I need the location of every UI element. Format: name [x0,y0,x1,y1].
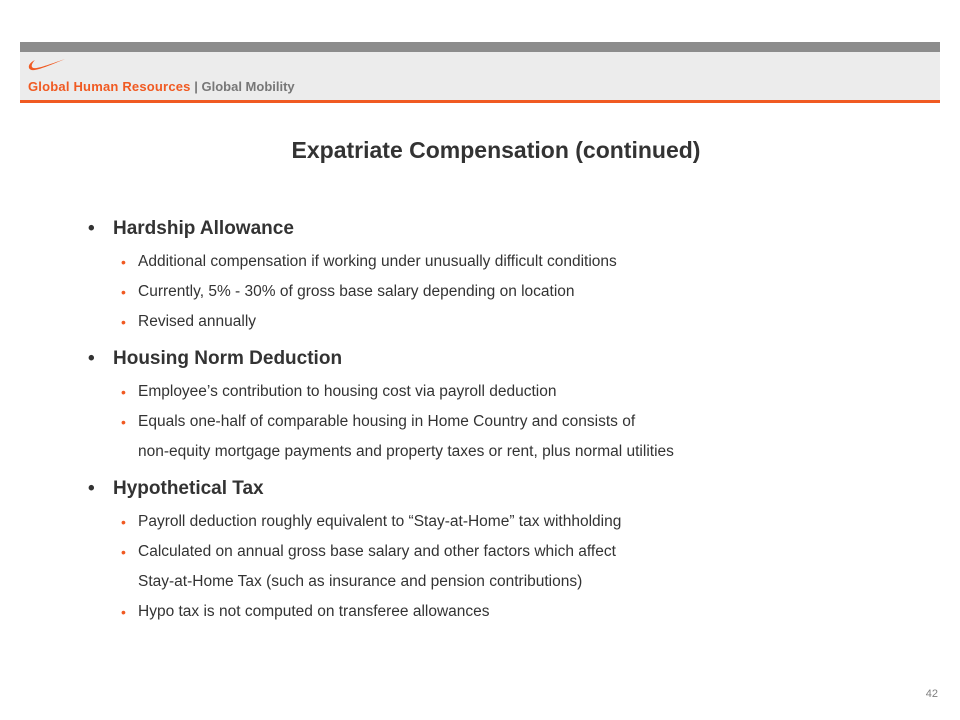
sub-bullet-text [138,307,256,337]
sub-bullet-line: Equals one-half of comparable housing in Home Country and consists of [138,413,636,430]
sub-bullet-line: Hypo tax is not computed on transferee allowances [138,603,490,620]
section-heading [88,345,908,373]
section-heading-text: Hardship Allowance [113,218,294,239]
sub-bullet-list [88,507,908,627]
section-heading-text: Hypothetical Tax [113,478,264,499]
slide-title: Expatriate Compensation (continued) [291,137,701,163]
sub-bullet-item [88,537,908,597]
org-name: Global Human Resources [28,79,191,94]
swoosh-logo-icon [28,56,66,72]
sub-bullet-item [88,377,908,407]
sub-bullet-item [88,407,908,467]
sub-bullet-item [88,597,908,627]
bullet-section [88,215,908,337]
sub-bullet-item [88,247,908,277]
header-accent-rule [20,100,940,103]
sub-bullet-text [138,247,617,277]
sub-bullet-icon: • [121,384,126,400]
sub-bullet-line: Stay-at-Home Tax (such as insurance and pension contributions) [138,573,583,590]
bullet-section [88,475,908,627]
sub-bullet-icon: • [121,514,126,530]
sub-bullet-item [88,307,908,337]
sub-bullet-line: Currently, 5% - 30% of gross base salary depending on location [138,283,575,300]
sub-bullet-icon: • [121,254,126,270]
page-number: 42 [925,688,938,700]
sub-bullet-icon: • [121,284,126,300]
sub-bullet-text [138,537,616,597]
sub-bullet-icon: • [121,314,126,330]
sub-bullet-text [138,507,621,537]
sub-bullet-line: non-equity mortgage payments and property taxes or rent, plus normal utilities [138,443,674,460]
bullet-icon: • [88,348,95,369]
header-top-bar [20,42,940,52]
sub-bullet-line: Calculated on annual gross base salary and other factors which affect [138,543,616,560]
sub-bullet-line: Payroll deduction roughly equivalent to “Stay-at-Home” tax withholding [138,513,622,530]
sub-bullet-item [88,277,908,307]
sub-bullet-item [88,507,908,537]
org-breadcrumb [28,79,295,94]
section-heading [88,215,908,243]
sub-bullet-list [88,247,908,337]
sub-bullet-line: Additional compensation if working under unusually difficult conditions [138,253,617,270]
sub-bullet-icon: • [121,604,126,620]
sub-bullet-line: Employee’s contribution to housing cost via payroll deduction [138,383,557,400]
bullet-icon: • [88,218,95,239]
sub-bullet-icon: • [121,544,126,560]
breadcrumb-separator: | [194,79,198,94]
sub-bullet-line: Revised annually [138,313,257,330]
sub-bullet-text [138,597,490,627]
slide-content [88,215,908,635]
sub-bullet-text [138,377,556,407]
bullet-icon: • [88,478,95,499]
division-name: Global Mobility [201,79,295,94]
sub-bullet-list [88,377,908,467]
section-heading [88,475,908,503]
bullet-section [88,345,908,467]
sub-bullet-icon: • [121,414,126,430]
section-heading-text: Housing Norm Deduction [113,348,343,369]
sub-bullet-text [138,407,674,467]
sub-bullet-text [138,277,575,307]
